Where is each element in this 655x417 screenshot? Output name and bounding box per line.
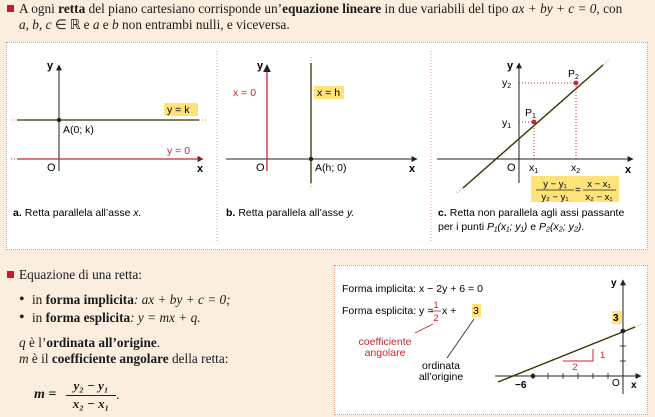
fig-a-x-label: x [197,163,204,175]
example-q: 3 [473,305,479,317]
fig-c-frac1-num: y − y₁ [543,179,567,190]
slope-triangle [563,349,593,361]
example-svg [335,266,647,414]
fig-c-y2-label: y2 [502,77,512,90]
ordinate-pointer [447,319,474,358]
label-coefficient-2: angolare [364,347,406,359]
bullet-implicit: • in forma implicita: ax + by + c = 0; [19,291,231,308]
graph-intercept-y-label: 3 [613,313,619,324]
m-formula: m = y₂ − y₁ x₂ − x₁ . [34,378,120,411]
fig-b-point-label: A(h; 0) [315,162,347,174]
label-ordinate-1: ordinata [422,360,460,372]
fig-c-P1-label: P1 [525,107,536,120]
example-frac-den: 2 [433,313,439,324]
figure-panel [6,42,648,250]
fig-b-origin: O [256,162,265,174]
graph-x-label: x [631,380,637,391]
fig-c-y1-label: y1 [502,117,512,130]
fig-a-point-label: A(0; k) [63,124,94,136]
q-definition: q è l’ordinata all’origine. [19,335,161,350]
fig-b-point-A [309,157,313,161]
graph-y-intercept [621,329,626,334]
fig-a-origin: O [47,162,56,174]
graph-ticks [533,331,626,379]
graph-line-dots [635,324,641,327]
graph-line [498,327,635,382]
m-definition: m è il coefficiente angolare della retta: [19,351,229,366]
intro-line-2: a, b, c ∈ ℝ e a e b non entrambi nulli, e viceversa. [19,17,290,32]
label-coefficient-1: coefficiente [358,336,412,348]
slope-run: 2 [572,362,578,373]
fig-c-point-P2 [574,81,579,86]
intro-line-1: A ogni retta del piano cartesiano corrisponde un’equazione lineare in due variabili del tipo ax + by + c = 0, con [19,1,623,16]
fig-b-xh-label: x = h [317,87,341,99]
fig-b-y-label: y [257,60,264,72]
graph-y-label: y [611,278,617,289]
fig-a-caption: a. Retta parallela all’asse x. [13,207,142,219]
label-ordinate-2: all’origine [418,371,464,383]
equation-section-title: Equazione di una retta: [19,267,142,282]
figure-panel-svg [7,43,647,249]
fig-b-x-label: x [409,163,416,175]
bullet-square [7,5,14,12]
fig-c-equals: = [575,185,581,196]
graph-x-intercept [531,374,536,379]
fig-c-origin: O [507,162,516,174]
fig-c-x1-label: x1 [529,162,539,175]
fig-c-frac2-num: x − x₁ [587,179,611,190]
bullet-dot: • [19,309,25,326]
bullet-square-2 [7,271,14,278]
fig-c-y-label: y [507,60,514,72]
example-explicit-mid: x + [442,305,457,317]
fig-a-y0-label: y = 0 [167,145,191,157]
bullet-dot: • [19,291,25,308]
graph-intercept-x-label: −6 [515,380,527,391]
graph-origin: O [612,378,620,389]
fig-c-x2-label: x2 [571,162,581,175]
coeff-pointer [415,324,433,333]
fig-a-point-A [57,118,61,122]
example-graph [495,278,641,394]
fig-b-x0-label: x = 0 [233,87,257,99]
example-frac-num: 1 [433,300,439,311]
fig-c-caption-line2: per i punti P₁(x₁; y₁) e P₂(x₂; y₂). [438,221,585,233]
example-implicit: Forma implicita: x − 2y + 6 = 0 [342,283,483,295]
fig-c-frac1-den: y₂ − y₁ [541,192,569,203]
fig-c-point-P1 [532,120,537,125]
bullet-explicit: • in forma esplicita: y = mx + q. [19,309,201,326]
figure-b [226,57,417,219]
figure-a [11,60,207,219]
slope-rise: 1 [600,350,606,361]
fig-a-y-label: y [47,60,54,72]
fig-a-yk-label: y = k [167,104,190,116]
fig-b-caption: b. Retta parallela all’asse y. [226,207,355,219]
figure-c [437,60,633,233]
example-explicit: Forma esplicita: y = [342,305,434,317]
example-panel [334,265,648,415]
fig-c-frac2-den: x₂ − x₁ [585,192,613,203]
fig-c-x-label: x [625,164,632,176]
fig-c-line-dots-bottom [457,188,463,193]
fig-c-line-dots-top [603,60,609,65]
fig-c-caption-line1: c. Retta non parallela agli assi passante [438,207,625,219]
fig-c-P2-label: P2 [568,68,579,81]
